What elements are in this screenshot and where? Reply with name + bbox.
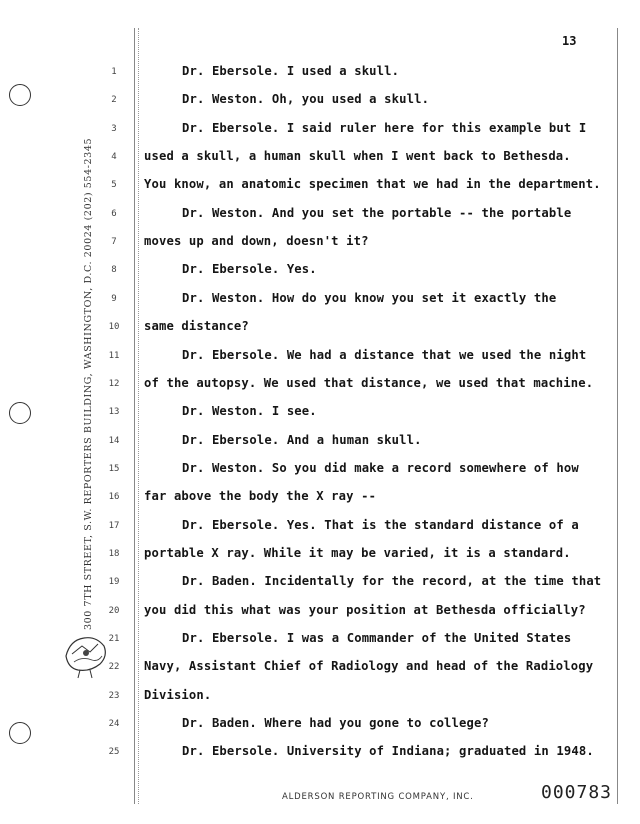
line-number: 18 xyxy=(108,548,120,559)
transcript-line xyxy=(0,348,640,364)
transcript-line xyxy=(0,291,640,307)
line-text: Dr. Weston. How do you know you set it exactly the xyxy=(182,290,557,305)
line-text: Dr. Ebersole. University of Indiana; graduated in 1948. xyxy=(182,744,594,759)
line-text: same distance? xyxy=(144,319,249,334)
line-number: 2 xyxy=(111,95,117,106)
reporting-company-footer: ALDERSON REPORTING COMPANY, INC. xyxy=(282,792,474,802)
line-text: Dr. Ebersole. Yes. xyxy=(182,262,317,277)
line-number: 23 xyxy=(108,690,120,701)
transcript-line xyxy=(0,404,640,420)
transcript-line xyxy=(0,92,640,108)
transcript-line xyxy=(0,603,640,619)
document-number: 000783 xyxy=(541,782,613,803)
line-text: far above the body the X ray -- xyxy=(144,489,377,504)
transcript-line xyxy=(0,376,640,392)
line-number: 8 xyxy=(111,265,117,276)
line-text: Navy, Assistant Chief of Radiology and head of the Radiology xyxy=(144,659,594,674)
transcript-line xyxy=(0,262,640,278)
line-number: 14 xyxy=(108,435,120,446)
transcript-line xyxy=(0,319,640,335)
transcript-line xyxy=(0,574,640,590)
transcript-line xyxy=(0,121,640,137)
transcript-line xyxy=(0,489,640,505)
line-text: Dr. Ebersole. I used a skull. xyxy=(182,64,400,78)
line-text: Dr. Ebersole. I said ruler here for this example but I xyxy=(182,120,587,135)
transcript-line xyxy=(0,546,640,562)
line-text: Dr. Baden. Where had you gone to college? xyxy=(182,716,489,731)
line-number: 21 xyxy=(108,634,120,644)
transcript-line xyxy=(0,64,640,80)
transcript-line xyxy=(0,518,640,534)
line-text: Dr. Ebersole. And a human skull. xyxy=(182,432,422,447)
transcript-line xyxy=(0,177,640,193)
line-number: 12 xyxy=(108,378,120,389)
transcript-line xyxy=(0,688,640,704)
line-number: 5 xyxy=(111,180,117,191)
transcript-line xyxy=(0,744,640,760)
line-number: 15 xyxy=(108,463,120,474)
line-text: Dr. Weston. So you did make a record somewhere of how xyxy=(182,460,579,475)
line-text: Dr. Ebersole. I was a Commander of the United States xyxy=(182,631,572,645)
transcript-line xyxy=(0,433,640,449)
line-text: You know, an anatomic specimen that we had in the department. xyxy=(144,177,601,192)
line-number: 19 xyxy=(108,577,120,588)
line-number: 7 xyxy=(111,237,117,248)
line-number: 20 xyxy=(108,605,120,616)
line-text: Dr. Weston. And you set the portable -- the portable xyxy=(182,205,572,220)
transcript-line xyxy=(0,461,640,477)
transcript-line xyxy=(0,234,640,250)
line-number: 10 xyxy=(108,322,120,333)
transcript-line xyxy=(0,716,640,732)
line-number: 4 xyxy=(111,152,117,163)
line-number: 11 xyxy=(108,350,120,361)
line-text: Dr. Ebersole. We had a distance that we used the night xyxy=(182,347,587,362)
line-text: Division. xyxy=(144,687,212,702)
line-number: 16 xyxy=(108,492,120,503)
side-imprint: 300 7TH STREET, S.W. REPORTERS BUILDING, WASHINGTON, D.C. 20024 (202) 554-2345 xyxy=(83,137,94,630)
line-text: you did this what was your position at Bethesda officially? xyxy=(144,602,586,617)
line-text: portable X ray. While it may be varied, it is a standard. xyxy=(144,545,571,560)
sketch-stamp-icon xyxy=(60,626,112,680)
line-text: Dr. Baden. Incidentally for the record, at the time that xyxy=(182,574,602,589)
line-number: 3 xyxy=(111,123,117,134)
page-number: 13 xyxy=(562,34,577,48)
transcript-line xyxy=(0,206,640,222)
line-number: 9 xyxy=(111,293,117,304)
line-number: 24 xyxy=(108,719,120,730)
line-text: used a skull, a human skull when I went back to Bethesda. xyxy=(144,149,571,164)
line-number: 13 xyxy=(108,407,120,418)
line-text: Dr. Weston. I see. xyxy=(182,404,317,419)
line-number: 6 xyxy=(111,208,117,219)
line-text: Dr. Weston. Oh, you used a skull. xyxy=(182,92,430,107)
line-number: 25 xyxy=(108,747,120,758)
line-text: moves up and down, doesn't it? xyxy=(144,234,369,249)
line-number: 17 xyxy=(108,520,120,531)
transcript-line xyxy=(0,149,640,165)
line-number: 22 xyxy=(108,662,120,673)
line-number: 1 xyxy=(111,67,117,77)
line-text: Dr. Ebersole. Yes. That is the standard distance of a xyxy=(182,517,579,532)
line-text: of the autopsy. We used that distance, we used that machine. xyxy=(144,375,594,390)
